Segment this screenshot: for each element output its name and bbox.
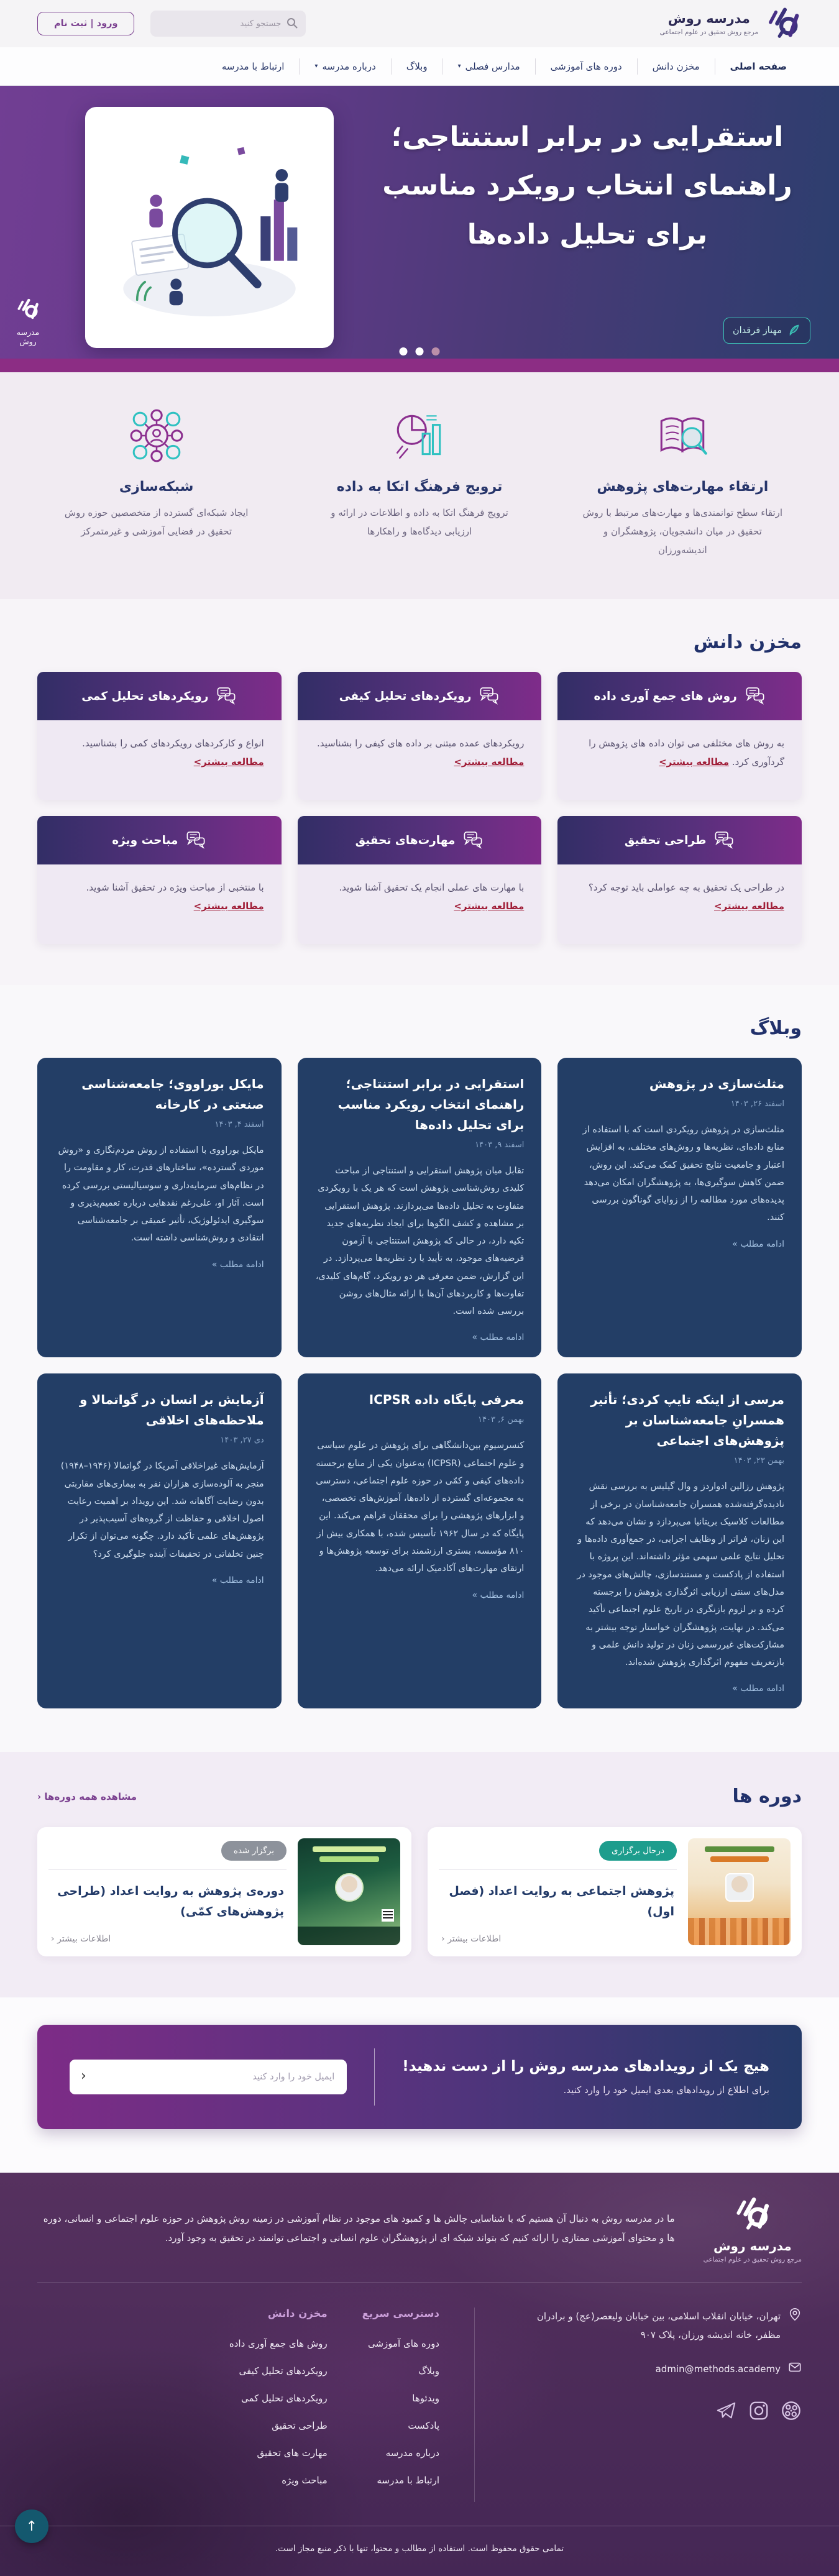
blog-section (0, 985, 839, 1752)
instagram-icon[interactable] (748, 2400, 769, 2424)
network-people-icon (128, 455, 185, 467)
footer-brand-title: مدرسه روش (713, 2239, 792, 2254)
main-nav (0, 47, 839, 86)
courses-section (0, 1752, 839, 1997)
hero-brand-watermark (7, 296, 48, 346)
nav-item-seasonal-schools[interactable]: مدارس فصلی ▾ (442, 58, 535, 75)
blog-post-title[interactable]: معرفی پایگاه داده ICPSR (369, 1392, 525, 1408)
footer-brand-tagline: مرجع روش تحقیق در علوم اجتماعی (703, 2256, 802, 2264)
blog-post-excerpt: مثلث‌سازی در پژوهش رویکردی است که با استفاده از منابع داده‌ای، نظریه‌ها و روش‌های مختلف، به افزایش اعتبار و جامعیت نتایج تحقیق کمک می‌کند. این روش، ضمن کاهش سوگیری‌ها، به پژوهشگران امکان می‌دهد پدیده‌های مورد مطالعه را از زوایای گوناگون بررسی کنند. (582, 1125, 784, 1223)
feature-title: ترویج فرهنگ اتکا به داده (336, 479, 503, 495)
blog-post-excerpt: تقابل میان پژوهش استقرایی و استنتاجی از مباحث کلیدی روش‌شناسی پژوهش است که هر یک با رویکردی متفاوت به تحلیل داده‌ها می‌پردازند. پژوهش استقرایی بر مشاهده و کشف الگوها برای ایجاد نظریه‌های جدید تکیه دارد، در حالی که پژوهش استنتاجی با آزمون فرضیه‌های موجود، به تأیید یا رد نظریه‌ها می‌پردازد. در این گزارش، ضمن معرفی هر دو رویکرد، گام‌های کلیدی، تفاوت‌ها و کاربردهای آن‌ها با ارائه مثال‌های روشن بررسی شده است. (315, 1166, 525, 1317)
feature-desc: ترویج فرهنگ اتکا به داده و اطلاعات در ارائه و ارزیابی دیدگاه‌ها و راهکارها (331, 507, 508, 537)
logo-mark-white-icon (733, 2194, 772, 2232)
hero-author-badge[interactable] (723, 318, 810, 344)
footer-link-videos[interactable]: ویدئوها (412, 2393, 439, 2404)
footer-link-research-design[interactable]: طراحی تحقیق (272, 2420, 328, 2432)
course-info-link[interactable]: اطلاعات بیشتر ‹ (441, 1934, 502, 1945)
login-signup-button[interactable]: ورود | ثبت نام (37, 12, 134, 35)
blog-post-title[interactable]: مایکل بوراووی؛ جامعه‌شناسی صنعتی در کارخانه (81, 1076, 264, 1112)
chat-bubbles-icon (745, 684, 766, 708)
data-chart-icon (391, 455, 448, 467)
footer-link-quantitative[interactable]: رویکردهای تحلیل کمی (241, 2393, 328, 2404)
hero-author-name: مهناز فرقدان (732, 326, 782, 336)
blog-heading: وبلاگ (750, 1017, 802, 1039)
feature-research-skills (564, 407, 802, 559)
hero-title: استقرایی در برابر استنتاجی؛ راهنمای انتخاب رویکرد مناسب برای تحلیل داده‌ها (382, 121, 792, 250)
instructor-photo (725, 1873, 754, 1902)
read-more-link[interactable]: مطالعه بیشتر> (454, 756, 525, 768)
feature-data-culture (300, 407, 538, 559)
feature-title: شبکه‌سازی (119, 479, 194, 495)
blog-post-title[interactable]: مثلث‌سازی در پژوهش (649, 1076, 784, 1091)
footer-knowledge-links (229, 2308, 328, 2502)
continue-reading-link[interactable]: ادامه مطلب » (472, 1332, 525, 1343)
knowledge-card-body: با مهارت های عملی انجام یک تحقیق آشنا شوید. مطالعه بیشتر> (298, 864, 542, 944)
footer-link-research-skills[interactable]: مهارت های تحقیق (257, 2447, 328, 2459)
feature-networking (37, 407, 275, 559)
brand-tagline: مرجع روش تحقیق در علوم اجتماعی (659, 29, 758, 36)
footer-address: تهران، خیابان انقلاب اسلامی، بین خیابان ولیعصر(عج) و برادران مظفر، خانه اندیشه ورزان، پلاک ۹۰۷ (536, 2311, 781, 2340)
read-more-link[interactable]: مطالعه بیشتر> (193, 901, 264, 912)
blog-post-date: دی ۲۷, ۱۴۰۳ (220, 1436, 264, 1446)
knowledge-card-header[interactable]: مهارت‌های تحقیق (298, 816, 542, 864)
header (0, 0, 839, 47)
instructor-photo (335, 1873, 364, 1902)
back-to-top-button[interactable]: ↑ (15, 2510, 48, 2543)
blog-post-card (37, 1373, 282, 1708)
chevron-down-icon: ▾ (314, 63, 318, 70)
footer-bottom-bar (0, 2518, 839, 2576)
footer-about-text: ما در مدرسه روش به دنبال آن هستیم که با شناسایی چالش ها و کمبود های موجود در نظام آموزشی در زمینه روش پژوهش در حوزه علوم اجتماعی و انسانی، دوره ها و محتوای آموزشی ممتازی را ارائه کنیم که بتواند شبکه ای از پژوهشگران علوم انسانی و اجتماعی توانمند در تحقیق به وجود آورد. (43, 2212, 675, 2244)
copyright-text: تمامی حقوق محفوظ است. استفاده از مطالب و محتوا، تنها با ذکر منبع مجاز است. (275, 2544, 564, 2554)
view-all-courses-link[interactable]: مشاهده همه دوره‌ها ‹ (37, 1790, 137, 1802)
search-box (150, 11, 306, 37)
course-status-badge: برگزار شده (221, 1841, 287, 1861)
chat-bubbles-icon (479, 684, 500, 708)
footer-link-blog[interactable]: وبلاگ (418, 2365, 439, 2377)
knowledge-card-body: رویکردهای عمده مبتنی بر داده های کیفی را بشناسید. مطالعه بیشتر> (298, 720, 542, 800)
nav-item-contact[interactable]: ارتباط با مدرسه (221, 60, 285, 72)
footer-link-about[interactable]: درباره مدرسه (385, 2447, 439, 2459)
qr-code (382, 1909, 394, 1922)
chat-bubbles-icon (216, 684, 237, 708)
continue-reading-link[interactable]: ادامه مطلب » (732, 1684, 784, 1694)
read-more-link[interactable]: مطالعه بیشتر> (714, 901, 784, 912)
knowledge-heading: مخزن دانش (693, 631, 802, 653)
mail-icon (788, 2360, 802, 2380)
footer-link-qualitative[interactable]: رویکردهای تحلیل کیفی (239, 2365, 328, 2377)
blog-post-date: اسفند ۹, ۱۴۰۳ (475, 1140, 525, 1150)
hero-brand-label: مدرسه روش (16, 328, 40, 346)
read-more-link[interactable]: مطالعه بیشتر> (193, 756, 264, 768)
newsletter-banner (37, 2025, 802, 2129)
footer-link-contact[interactable]: ارتباط با مدرسه (377, 2475, 439, 2487)
knowledge-card (298, 672, 542, 800)
footer-link-data-collection[interactable]: روش های جمع آوری داده (229, 2338, 328, 2350)
footer-link-courses[interactable]: دوره های آموزشی (367, 2338, 439, 2350)
chevron-left-icon: ‹ (51, 1934, 55, 1945)
submit-chevron-icon[interactable]: ‹ (81, 2068, 86, 2084)
footer-logo[interactable] (704, 2194, 802, 2263)
aparat-icon[interactable] (781, 2400, 802, 2424)
nav-item-knowledge[interactable]: مخزن دانش (637, 58, 715, 75)
chat-bubbles-icon (713, 828, 735, 853)
blog-post-title[interactable]: آزمایش بر انسان در گواتمالا و ملاحظه‌های اخلاقی (80, 1392, 264, 1428)
carousel-dot[interactable] (432, 347, 440, 355)
course-status-badge: درحال برگزاری (599, 1841, 677, 1861)
site-logo[interactable] (660, 4, 802, 43)
footer-quick-links (362, 2308, 439, 2502)
carousel-dots (400, 347, 440, 355)
footer-link-podcast[interactable]: پادکست (408, 2420, 439, 2432)
search-icon[interactable] (286, 17, 298, 32)
footer-link-special-topics[interactable]: مباحث ویژه (282, 2475, 328, 2487)
blog-post-card (557, 1058, 802, 1357)
feature-desc: ایجاد شبکه‌ای گسترده از متخصصین حوزه روش تحقیق در فضایی آموزشی و غیرمتمرکز (64, 507, 249, 537)
knowledge-card (37, 672, 282, 800)
chevron-left-icon: ‹ (37, 1790, 42, 1802)
continue-reading-link[interactable]: ادامه مطلب » (472, 1590, 525, 1600)
footer (0, 2173, 839, 2576)
blog-post-excerpt: مایکل بوراووی با استفاده از روش مردم‌نگاری و «روش موردی گسترده»، ساختارهای قدرت، کار و مقاومت را در نظام‌های سرمایه‌داری و سوسیالیستی بررسی کرده است. آثار او، علی‌رغم نقدهایی درباره تعمیم‌پذیری و سوگیری ایدئولوژیک، تأثیر عمیقی بر جامعه‌شناسی انتقادی و روش‌شناسی داشته است. (58, 1145, 264, 1244)
knowledge-card-header[interactable]: روش های جمع آوری داده (557, 672, 802, 720)
hero-illustration (85, 107, 334, 348)
knowledge-card (557, 672, 802, 800)
blog-post-excerpt: کنسرسیوم بین‌دانشگاهی برای پژوهش در علوم سیاسی و علوم اجتماعی (ICPSR) به‌عنوان یکی از منابع برجسته داده‌های کیفی و کمّی در حوزه علوم اجتماعی، دسترسی به مجموعه‌ای گسترده از داده‌ها، آموزش‌های تخصصی، و ابزارهای پژوهشی را برای محققان فراهم می‌کند. این پایگاه که در سال ۱۹۶۲ تأسیس شده، با همکاری بیش از ۸۱۰ مؤسسه، بستری ارزشمند برای توسعه پژوهش‌ها و ارتقای مهارت‌های آکادمیک ارائه می‌دهد. (316, 1441, 525, 1574)
blog-post-card (298, 1373, 542, 1708)
nav-item-blog[interactable]: وبلاگ (391, 58, 442, 75)
newsletter-heading: هیچ یک از رویدادهای مدرسه روش را از دست ندهید! (402, 2058, 769, 2075)
feature-desc: ارتقاء سطح توانمندی‌ها و مهارت‌های مرتبط با روش تحقیق در میان دانشجویان، پژوهشگران و اندیشه‌ورزان (582, 507, 783, 556)
quill-icon (787, 323, 801, 339)
newsletter-email-input[interactable] (70, 2060, 347, 2094)
blog-post-title[interactable]: استقرایی در برابر استنتاجی؛ راهنمای انتخاب رویکرد مناسب برای تحلیل داده‌ها (337, 1076, 525, 1132)
blog-post-date: اسفند ۲۶, ۱۴۰۳ (730, 1099, 784, 1109)
hero-carousel (0, 86, 839, 372)
knowledge-card-header[interactable]: رویکردهای تحلیل کیفی (298, 672, 542, 720)
chat-bubbles-icon (462, 828, 484, 853)
carousel-dot[interactable] (416, 347, 424, 355)
blog-post-date: اسفند ۴, ۱۴۰۳ (214, 1120, 264, 1129)
continue-reading-link[interactable]: ادامه مطلب » (211, 1575, 264, 1585)
knowledge-card (298, 816, 542, 944)
footer-col-heading: مخزن دانش (267, 2308, 328, 2320)
course-title[interactable]: پژوهش اجتماعی به روایت اعداد (فصل اول) (449, 1884, 674, 1918)
blog-post-title[interactable]: مرسی از اینکه تایپ کردی؛ تأثیر همسرانِ جامعه‌شناسان بر پژوهش‌های اجتماعی (590, 1392, 784, 1449)
carousel-dot[interactable] (400, 347, 408, 355)
brand-text (660, 11, 758, 36)
logo-mark-icon (766, 4, 802, 43)
chevron-left-icon: ‹ (441, 1934, 445, 1945)
knowledge-card-header[interactable]: طراحی تحقیق (557, 816, 802, 864)
blog-post-date: بهمن ۲۳, ۱۴۰۳ (733, 1456, 784, 1466)
nav-item-home[interactable]: صفحه اصلی (715, 58, 802, 75)
knowledge-card-body: به روش های مختلفی می توان داده های پژوهش را گردآوری کرد. مطالعه بیشتر> (557, 720, 802, 800)
knowledge-card-header[interactable]: رویکردهای تحلیل کمی (37, 672, 282, 720)
course-poster[interactable] (298, 1838, 400, 1945)
footer-contact (510, 2308, 802, 2502)
location-pin-icon (788, 2308, 802, 2327)
blog-post-card (557, 1373, 802, 1708)
footer-col-heading: دسترسی سریع (362, 2308, 439, 2320)
divider (374, 2048, 375, 2106)
blog-post-card (37, 1058, 282, 1357)
knowledge-card (37, 816, 282, 944)
course-card (37, 1827, 411, 1956)
knowledge-card-header[interactable]: مباحث ویژه (37, 816, 282, 864)
knowledge-card-body: با منتخبی از مباحث ویژه در تحقیق آشنا شوید. مطالعه بیشتر> (37, 864, 282, 944)
search-input[interactable] (150, 11, 306, 37)
research-illustration-icon (98, 122, 321, 333)
logo-mark-white-icon (16, 296, 40, 321)
blog-post-excerpt: پژوهش رزالین ادواردز و وال گیلیس به بررسی نقش نادیده‌گرفته‌شده همسران جامعه‌شناسان در برخی از مطالعات کلاسیک بریتانیا می‌پردازد و نشان می‌دهد که این زنان، فراتر از وظایف اجرایی، در جمع‌آوری داده‌ها و تحلیل نتایج علمی سهمی مؤثر داشته‌اند. این پروژه با استفاده از پادکست و مستندسازی، چالش‌های موجود در مدل‌های سنتی ارزیابی اثرگذاری پژوهش را برجسته کرده و بر لزوم بازنگری در تاریخ علوم اجتماعی تأکید می‌کند. در نهایت، پژوهشگران خواستار توجه بیشتر به مشارکت‌های غیررسمی زنان در تولید دانش علمی و بازتعریف مفهوم اثرگذاری پژوهش شده‌اند. (577, 1482, 784, 1668)
read-more-link[interactable]: مطالعه بیشتر> (454, 901, 525, 912)
nav-item-about[interactable]: درباره مدرسه ▾ (299, 58, 390, 75)
chat-bubbles-icon (185, 828, 206, 853)
footer-social-icons (510, 2400, 802, 2424)
features-section (0, 372, 839, 599)
nav-item-courses[interactable]: دوره های آموزشی (535, 58, 637, 75)
courses-heading: دوره ها (732, 1785, 802, 1808)
divider (474, 2308, 475, 2502)
book-magnifier-icon (654, 455, 711, 467)
blog-post-excerpt: آزمایش‌های غیراخلاقی آمریکا در گواتمالا (۱۹۴۶–۱۹۴۸) منجر به آلوده‌سازی هزاران نفر به بیماری‌های مقاربتی بدون رضایت آگاهانه شد. این رویداد بر اهمیت رعایت اصول اخلاقی و حفاظت از گروه‌های آسیب‌پذیر در پژوهش‌های علمی تأکید دارد. چگونه می‌توان از تکرار چنین تخلفاتی در تحقیقات آینده جلوگیری کرد؟ (60, 1461, 264, 1559)
footer-email-link[interactable]: admin@methods.academy (655, 2363, 781, 2375)
newsletter-form (70, 2060, 347, 2094)
course-info-link[interactable]: اطلاعات بیشتر ‹ (51, 1934, 111, 1945)
knowledge-section (0, 599, 839, 985)
blog-post-date: بهمن ۶, ۱۴۰۳ (478, 1415, 525, 1425)
chevron-down-icon: ▾ (457, 63, 461, 70)
newsletter-subtext: برای اطلاع از رویدادهای بعدی ایمیل خود را وارد کنید. (563, 2084, 769, 2096)
course-title[interactable]: دوره‌ی پژوهش به روایت اعداد (طراحی پژوهش‌های کمّی) (57, 1884, 284, 1918)
knowledge-card (557, 816, 802, 944)
course-card (428, 1827, 802, 1956)
knowledge-card-body: انواع و کارکردهای رویکردهای کمی را بشناسید. مطالعه بیشتر> (37, 720, 282, 800)
read-more-link[interactable]: مطالعه بیشتر> (659, 756, 730, 768)
blog-post-card (298, 1058, 542, 1357)
newsletter-section (0, 1997, 839, 2173)
continue-reading-link[interactable]: ادامه مطلب » (211, 1259, 264, 1270)
feature-title: ارتقاء مهارت‌های پژوهش (597, 479, 769, 495)
brand-title: مدرسه روش (667, 11, 750, 26)
course-poster[interactable] (688, 1838, 791, 1945)
hero-bottom-strip (0, 359, 839, 372)
telegram-icon[interactable] (716, 2400, 737, 2424)
knowledge-card-body: در طراحی یک تحقیق به چه عواملی باید توجه کرد؟ مطالعه بیشتر> (557, 864, 802, 944)
continue-reading-link[interactable]: ادامه مطلب » (732, 1239, 784, 1249)
